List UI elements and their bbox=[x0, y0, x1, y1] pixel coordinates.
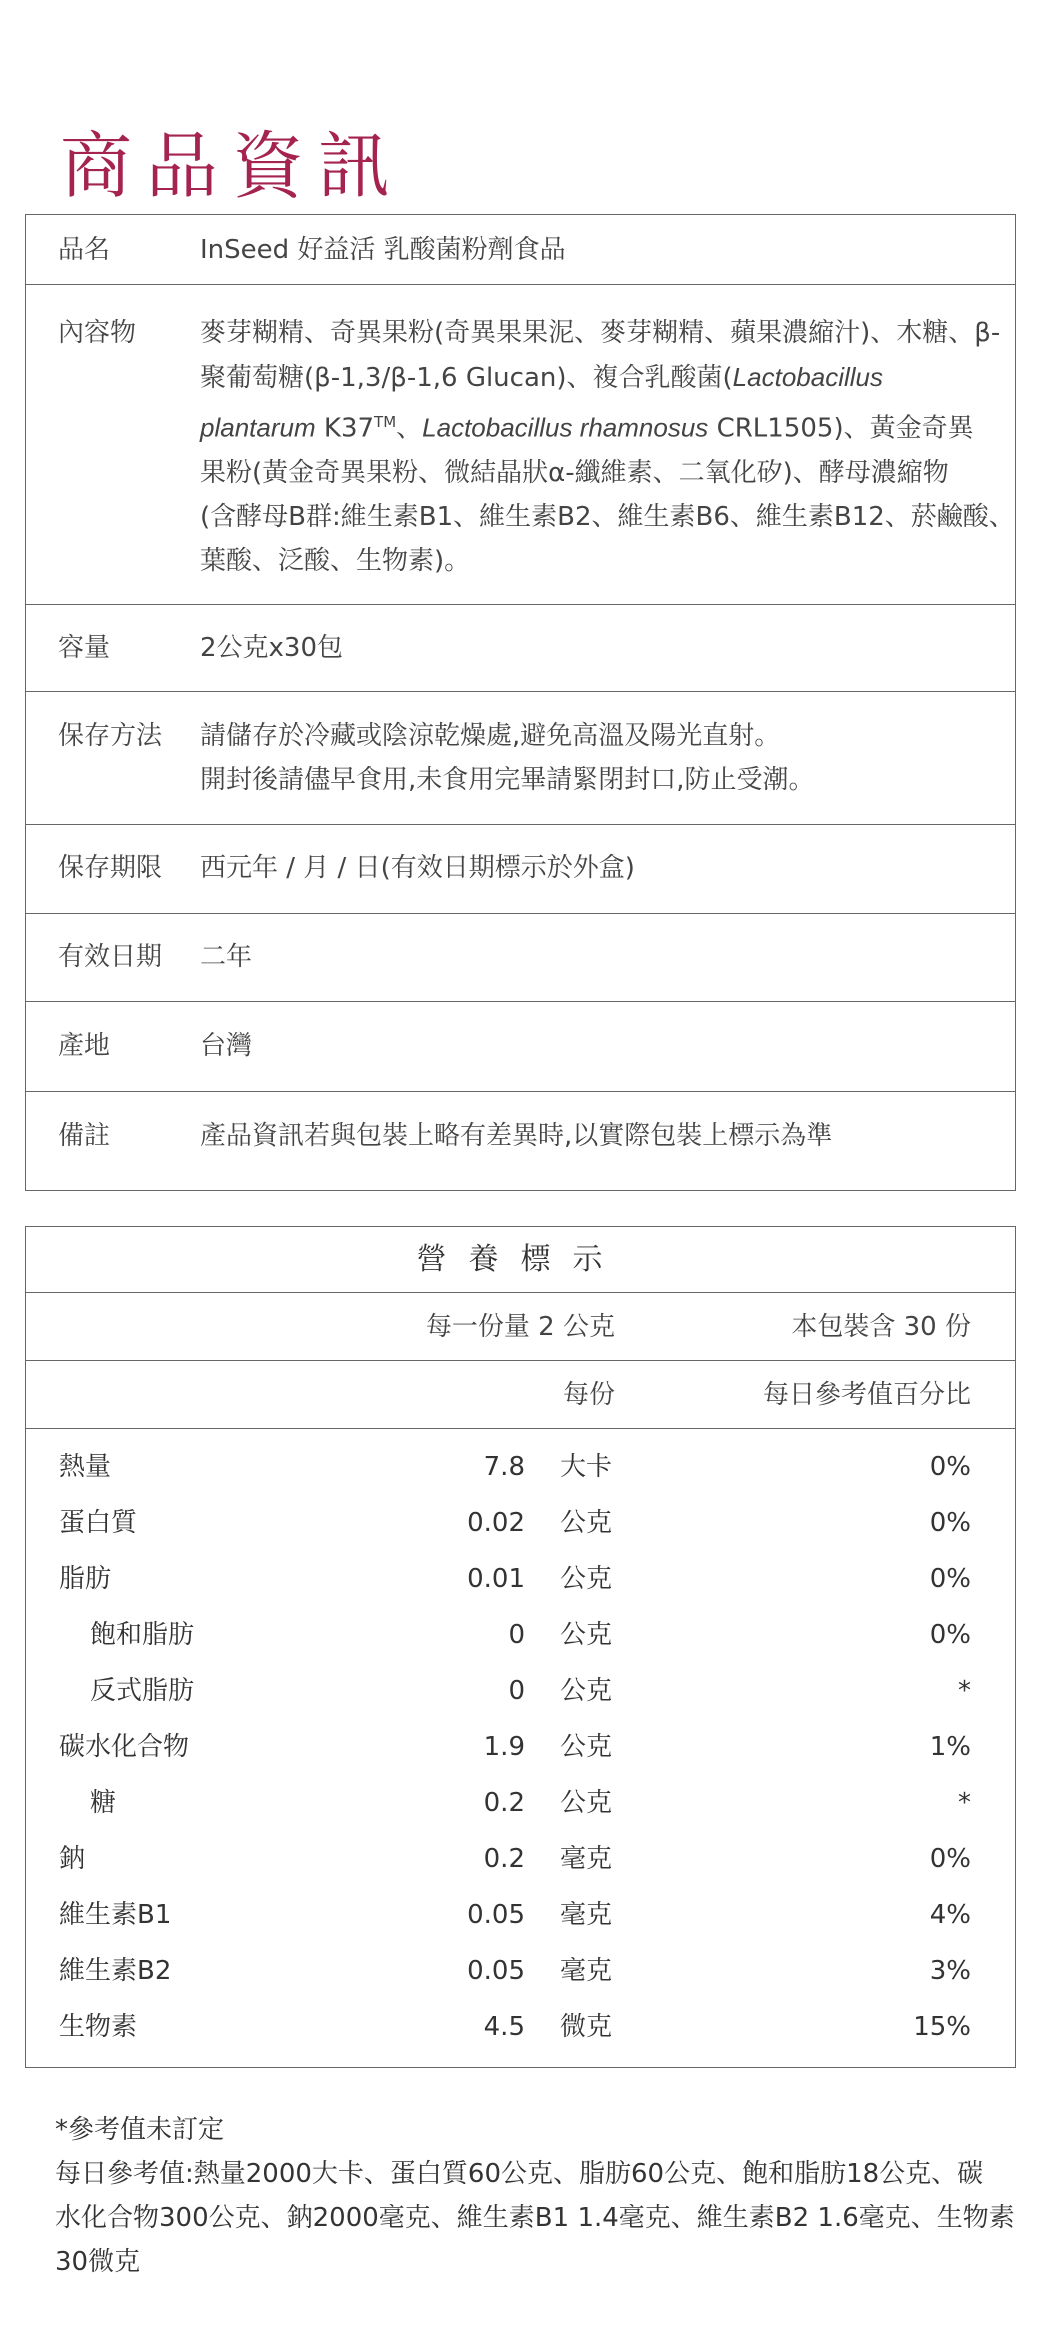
info-value-storage bbox=[200, 714, 1015, 824]
info-row-origin bbox=[26, 1002, 1015, 1092]
nutrient-unit: 公克 bbox=[560, 1676, 613, 1706]
table-row bbox=[26, 1495, 1015, 1551]
info-value: 2公克x30包 bbox=[200, 633, 344, 663]
footnote-line: 30微克 bbox=[55, 2247, 141, 2277]
nutrient-unit: 大卡 bbox=[560, 1452, 613, 1482]
info-row-validity bbox=[26, 914, 1015, 1002]
product-info-table bbox=[25, 214, 1016, 1191]
contents-line: 葉酸、泛酸、生物素)。 bbox=[200, 545, 471, 576]
contents-italic: plantarum bbox=[200, 412, 316, 443]
table-row bbox=[26, 1551, 1015, 1607]
nutrient-pct: 3% bbox=[929, 1956, 971, 1986]
nutrient-pct: 0% bbox=[929, 1452, 971, 1482]
col-per-serving: 每份 bbox=[562, 1380, 615, 1410]
table-row bbox=[26, 1663, 1015, 1719]
table-row bbox=[26, 1439, 1015, 1495]
page-title: 商品資訊 bbox=[60, 124, 405, 209]
nutrient-value: 0.2 bbox=[483, 1844, 525, 1874]
contents-text: 、 bbox=[396, 413, 423, 444]
info-label: 產地 bbox=[58, 1031, 111, 1061]
info-label: 內容物 bbox=[58, 318, 137, 348]
nutrient-pct: * bbox=[958, 1676, 971, 1706]
nutrition-body bbox=[26, 1429, 1015, 2055]
nutrient-unit: 公克 bbox=[560, 1788, 613, 1818]
table-row bbox=[26, 1999, 1015, 2055]
nutrient-unit: 毫克 bbox=[560, 1844, 613, 1874]
info-value: 台灣 bbox=[200, 1031, 253, 1061]
nutrient-pct: 15% bbox=[913, 2012, 971, 2042]
contents-line bbox=[200, 355, 1015, 400]
nutrient-name: 糖 bbox=[90, 1788, 117, 1818]
contents-italic: Lactobacillus rhamnosus bbox=[422, 412, 709, 443]
table-row bbox=[26, 1831, 1015, 1887]
info-row-notes bbox=[26, 1092, 1015, 1190]
nutrition-header: 營養標示 bbox=[26, 1227, 1015, 1293]
nutrient-value: 0.01 bbox=[467, 1564, 525, 1594]
info-label: 保存期限 bbox=[58, 853, 163, 883]
nutrient-pct: 4% bbox=[929, 1900, 971, 1930]
nutrient-name: 反式脂肪 bbox=[90, 1676, 195, 1706]
contents-text: 聚葡萄糖(β-1,3/β-1,6 Glucan)、複合乳酸菌( bbox=[200, 363, 733, 393]
table-row bbox=[26, 1607, 1015, 1663]
info-row-expiry bbox=[26, 825, 1015, 914]
info-label: 保存方法 bbox=[58, 721, 163, 751]
trademark-sup: TM bbox=[374, 413, 397, 431]
nutrient-value: 0.05 bbox=[467, 1900, 525, 1930]
nutrient-name: 生物素 bbox=[59, 2012, 138, 2042]
nutrient-pct: 0% bbox=[929, 1508, 971, 1538]
info-row-storage bbox=[26, 692, 1015, 825]
table-row bbox=[26, 1775, 1015, 1831]
col-daily-value: 每日參考值百分比 bbox=[762, 1380, 971, 1410]
info-label: 品名 bbox=[58, 235, 111, 265]
nutrient-value: 0 bbox=[508, 1676, 525, 1706]
contents-line: (含酵母B群:維生素B1、維生素B2、維生素B6、維生素B12、菸鹼酸、 bbox=[200, 501, 1015, 532]
nutrition-table bbox=[25, 1226, 1016, 2068]
nutrient-value: 1.9 bbox=[483, 1732, 525, 1762]
contents-line: 果粉(黃金奇異果粉、微結晶狀α-纖維素、二氧化矽)、酵母濃縮物 bbox=[200, 457, 949, 488]
info-label: 有效日期 bbox=[58, 942, 163, 972]
nutrient-value: 4.5 bbox=[483, 2012, 525, 2042]
storage-line: 請儲存於冷藏或陰涼乾燥處,避免高溫及陽光直射。 bbox=[200, 721, 781, 751]
servings-per-pack: 本包裝含 30 份 bbox=[791, 1312, 971, 1342]
serving-size: 每一份量 2 公克 bbox=[425, 1312, 615, 1342]
info-value-contents bbox=[200, 311, 1043, 604]
info-value: 二年 bbox=[200, 942, 253, 972]
nutrient-name: 脂肪 bbox=[59, 1564, 112, 1594]
nutrient-name: 鈉 bbox=[59, 1844, 86, 1874]
nutrient-unit: 毫克 bbox=[560, 1900, 613, 1930]
nutrient-pct: 0% bbox=[929, 1620, 971, 1650]
nutrient-name: 維生素B2 bbox=[59, 1956, 172, 1986]
nutrient-unit: 公克 bbox=[560, 1508, 613, 1538]
nutrient-name: 蛋白質 bbox=[59, 1508, 138, 1538]
info-value: InSeed 好益活 乳酸菌粉劑食品 bbox=[200, 235, 566, 265]
contents-text: CRL1505)、黃金奇異 bbox=[708, 413, 974, 444]
nutrient-name: 維生素B1 bbox=[59, 1900, 172, 1930]
nutrient-name: 熱量 bbox=[59, 1452, 112, 1482]
nutrient-value: 0.02 bbox=[467, 1508, 525, 1538]
nutrient-name: 碳水化合物 bbox=[59, 1732, 190, 1762]
serving-row bbox=[26, 1293, 1015, 1361]
table-row bbox=[26, 1887, 1015, 1943]
nutrient-unit: 公克 bbox=[560, 1620, 613, 1650]
storage-line: 開封後請儘早食用,未食用完畢請緊閉封口,防止受潮。 bbox=[200, 765, 815, 795]
contents-line bbox=[200, 400, 1015, 451]
nutrient-value: 0 bbox=[508, 1620, 525, 1650]
footnote-line: 水化合物300公克、鈉2000毫克、維生素B1 1.4毫克、維生素B2 1.6毫克、生物素 bbox=[55, 2203, 1015, 2233]
info-row-capacity bbox=[26, 605, 1015, 692]
nutrient-pct: 1% bbox=[929, 1732, 971, 1762]
nutrient-pct: * bbox=[958, 1788, 971, 1818]
info-row-name bbox=[26, 215, 1015, 285]
info-row-contents bbox=[26, 285, 1015, 605]
info-value: 產品資訊若與包裝上略有差異時,以實際包裝上標示為準 bbox=[200, 1121, 833, 1151]
footnote-line: 每日參考值:熱量2000大卡、蛋白質60公克、脂肪60公克、飽和脂肪18公克、碳 bbox=[55, 2159, 984, 2189]
column-header-row bbox=[26, 1361, 1015, 1429]
table-row bbox=[26, 1943, 1015, 1999]
nutrient-value: 0.05 bbox=[467, 1956, 525, 1986]
contents-italic: Lactobacillus bbox=[732, 362, 883, 392]
nutrient-pct: 0% bbox=[929, 1844, 971, 1874]
info-label: 備註 bbox=[58, 1121, 111, 1151]
contents-line: 麥芽糊精、奇異果粉(奇異果果泥、麥芽糊精、蘋果濃縮汁)、木糖、β- bbox=[200, 318, 1001, 348]
info-label: 容量 bbox=[58, 633, 111, 663]
nutrient-unit: 公克 bbox=[560, 1732, 613, 1762]
table-row bbox=[26, 1719, 1015, 1775]
nutrient-name: 飽和脂肪 bbox=[90, 1620, 195, 1650]
nutrient-pct: 0% bbox=[929, 1564, 971, 1594]
info-value: 西元年 / 月 / 日(有效日期標示於外盒) bbox=[200, 853, 635, 883]
nutrient-value: 7.8 bbox=[483, 1452, 525, 1482]
footnote bbox=[55, 2108, 1015, 2284]
nutrient-value: 0.2 bbox=[483, 1788, 525, 1818]
contents-text: K37 bbox=[315, 413, 375, 444]
nutrient-unit: 毫克 bbox=[560, 1956, 613, 1986]
footnote-note: *參考值未訂定 bbox=[55, 2115, 225, 2145]
nutrient-unit: 微克 bbox=[560, 2012, 613, 2042]
nutrient-unit: 公克 bbox=[560, 1564, 613, 1594]
